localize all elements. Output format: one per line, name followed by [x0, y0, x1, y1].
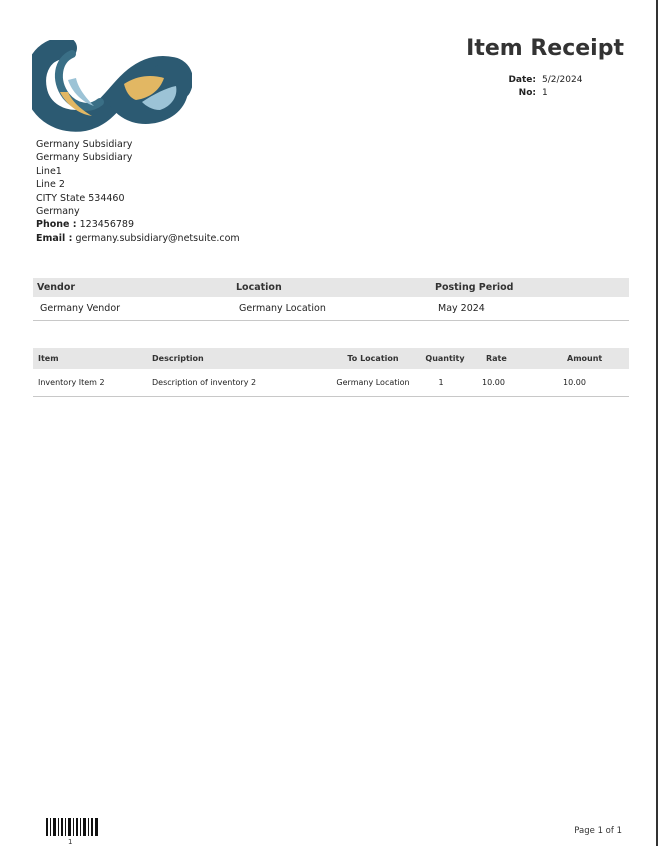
column-header-location: Location: [236, 282, 282, 293]
column-header-item: Item: [38, 354, 59, 363]
meta-date-value: 5/2/2024: [542, 75, 583, 85]
quantity-value: 1: [438, 378, 444, 387]
column-header-rate: Rate: [486, 354, 507, 363]
barcode-number: 1: [68, 838, 73, 846]
company-logo: [32, 40, 192, 132]
meta-date: [480, 74, 582, 87]
column-header-description: Description: [152, 354, 204, 363]
address-line: Germany Subsidiary: [36, 152, 133, 164]
amount-value: 10.00: [563, 378, 586, 387]
phone-line: [36, 218, 240, 231]
email-line: [36, 232, 240, 245]
header-table: [33, 278, 629, 321]
vendor-value: Germany Vendor: [40, 303, 121, 314]
location-value: Germany Location: [239, 303, 326, 314]
email-label: Email :: [36, 232, 73, 244]
items-table: [33, 348, 629, 397]
address-line: Line 2: [36, 179, 65, 191]
column-header-posting-period: Posting Period: [435, 282, 514, 293]
items-table-head: [33, 348, 629, 369]
phone-label: Phone :: [36, 219, 77, 231]
document-title: Item Receipt: [466, 36, 624, 61]
address-line: Germany: [36, 206, 80, 218]
column-header-amount: Amount: [567, 354, 603, 363]
rate-value: 10.00: [482, 378, 505, 387]
header-table-head: [33, 278, 629, 297]
phone-value: 123456789: [79, 219, 135, 231]
column-header-to-location: To Location: [347, 354, 399, 363]
table-row: [33, 297, 629, 321]
meta-date-label: Date:: [508, 75, 536, 85]
email-value: germany.subsidiary@netsuite.com: [75, 232, 240, 244]
to-location-value: Germany Location: [336, 378, 410, 387]
barcode-icon: [46, 818, 100, 836]
page-number: Page 1 of 1: [574, 826, 622, 836]
description-value: Description of inventory 2: [152, 378, 257, 387]
item-value: Inventory Item 2: [38, 378, 105, 387]
meta-number: [480, 87, 582, 100]
meta-number-label: No:: [518, 88, 536, 98]
address-line: CITY State 534460: [36, 192, 125, 204]
posting-period-value: May 2024: [438, 303, 485, 314]
table-row: [33, 369, 629, 397]
company-address: [36, 138, 240, 245]
document-meta: [480, 74, 582, 100]
column-header-vendor: Vendor: [37, 282, 76, 293]
address-line: Line1: [36, 165, 62, 177]
column-header-quantity: Quantity: [425, 354, 465, 363]
address-line: Germany Subsidiary: [36, 139, 133, 150]
meta-number-value: 1: [542, 88, 548, 98]
